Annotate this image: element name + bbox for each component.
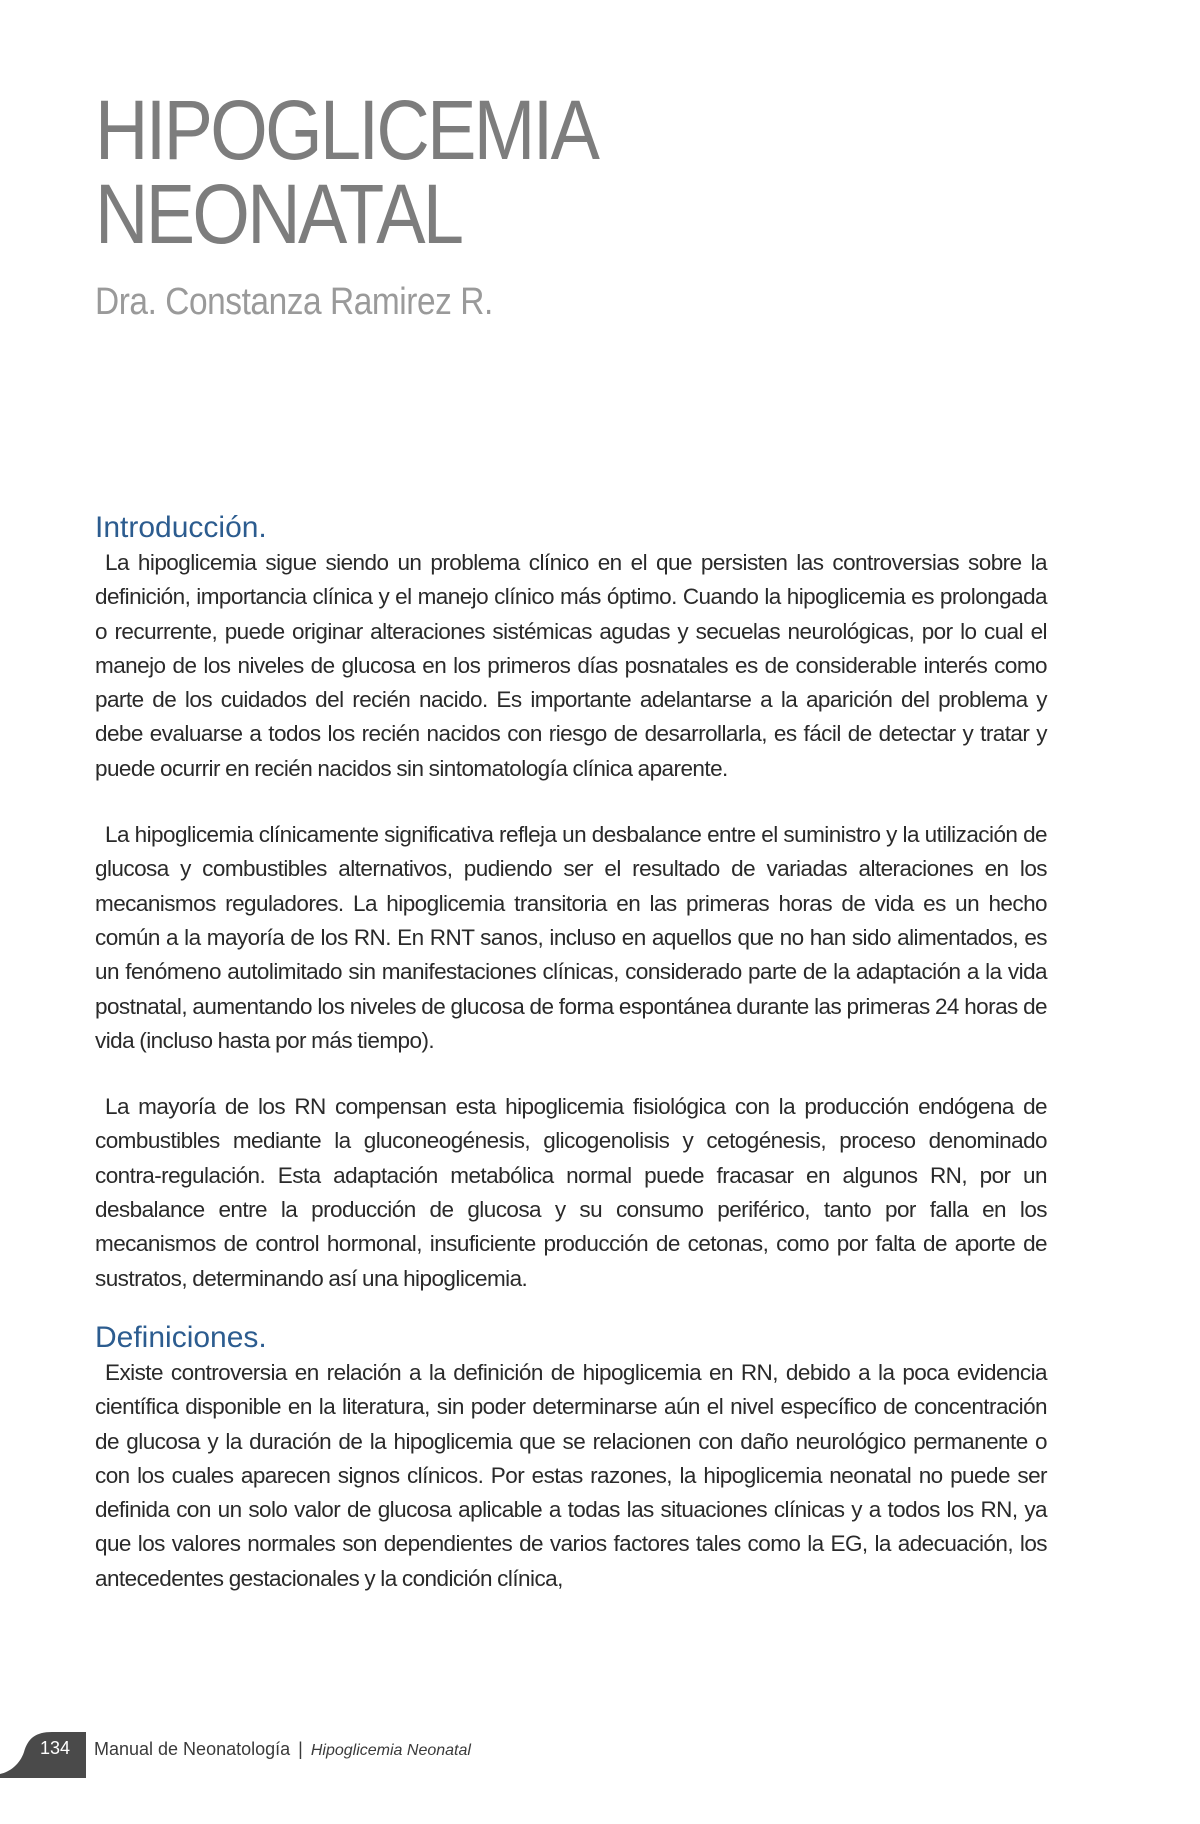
- author-name: Dra. Constanza Ramirez R.: [95, 281, 493, 323]
- definiciones-paragraph-1: Existe controversia en relación a la definición de hipoglicemia en RN, debido a la poca evidencia científica disponible en la literatura, sin poder determinarse aún el nivel específico de concentración de glucosa y la duración de la hipoglicemia que se relacionen con daño neurológico permanente o con los cuales aparecen signos clínicos. Por estas razones, la hipoglicemia neonatal no puede ser definida con un solo valor de glucosa aplicable a todas las situaciones clínicas y a todos los RN, ya que los valores normales son dependientes de varios factores tales como la EG, la adecuación, los antecedentes gestacionales y la condición clínica,: [95, 1359, 1047, 1591]
- chapter-title-line-1: HIPOGLICEMIA: [95, 83, 598, 177]
- chapter-title-line-2: NEONATAL: [95, 167, 462, 261]
- intro-paragraph-3: La mayoría de los RN compensan esta hipoglicemia fisiológica con la producción endógena de combustibles mediante la gluconeogénesis, glicogenolisis y cetogénesis, proceso denominado contra-regulación. Esta adaptación metabólica normal puede fracasar en algunos RN, por un desbalance entre la producción de glucosa y su consumo periférico, tanto por falla en los mecanismos de control hormonal, insuficiente producción de cetonas, como por falta de aporte de sustratos, determinando así una hipoglicemia.: [95, 1094, 1047, 1291]
- paragraph-spacer: [95, 1058, 1047, 1090]
- page-number: 134: [39, 1738, 71, 1758]
- paragraph-spacer: [95, 786, 1047, 818]
- section-heading-introduccion: Introducción.: [95, 511, 267, 544]
- chapter-title: [95, 83, 598, 261]
- page-footer: [0, 1718, 1200, 1778]
- footer-chapter-title: Hipoglicemia Neonatal: [310, 1742, 471, 1759]
- chapter-content: [95, 510, 1047, 1596]
- intro-paragraph-2: La hipoglicemia clínicamente significativa refleja un desbalance entre el suministro y la utilización de glucosa y combustibles alternativos, pudiendo ser el resultado de variadas alteraciones en los mecanismos reguladores. La hipoglicemia transitoria en las primeras horas de vida es un hecho común a la mayoría de los RN. En RNT sanos, incluso en aquellos que no han sido alimentados, es un fenómeno autolimitado sin manifestaciones clínicas, considerado parte de la adaptación a la vida postnatal, aumentando los niveles de glucosa de forma espontánea durante las primeras 24 horas de vida (incluso hasta por más tiempo).: [95, 822, 1047, 1053]
- footer-running-title: [94, 1737, 471, 1763]
- footer-separator: |: [298, 1739, 303, 1759]
- footer-book-title: Manual de Neonatología: [94, 1739, 291, 1759]
- section-heading-definiciones: Definiciones.: [95, 1320, 267, 1354]
- intro-paragraph-1: La hipoglicemia sigue siendo un problema clínico en el que persisten las controversias sobre la definición, importancia clínica y el manejo clínico más óptimo. Cuando la hipoglicemia es prolongada o recurrente, puede originar alteraciones sistémicas agudas y secuelas neurológicas, por lo cual el manejo de los niveles de glucosa en los primeros días posnatales es de considerable interés como parte de los cuidados del recién nacido. Es importante adelantarse a la aparición del problema y debe evaluarse a todos los recién nacidos con riesgo de desarrollarla, es fácil de detectar y tratar y puede ocurrir en recién nacidos sin sintomatología clínica aparente.: [95, 550, 1047, 781]
- section-spacer: [95, 1296, 1047, 1320]
